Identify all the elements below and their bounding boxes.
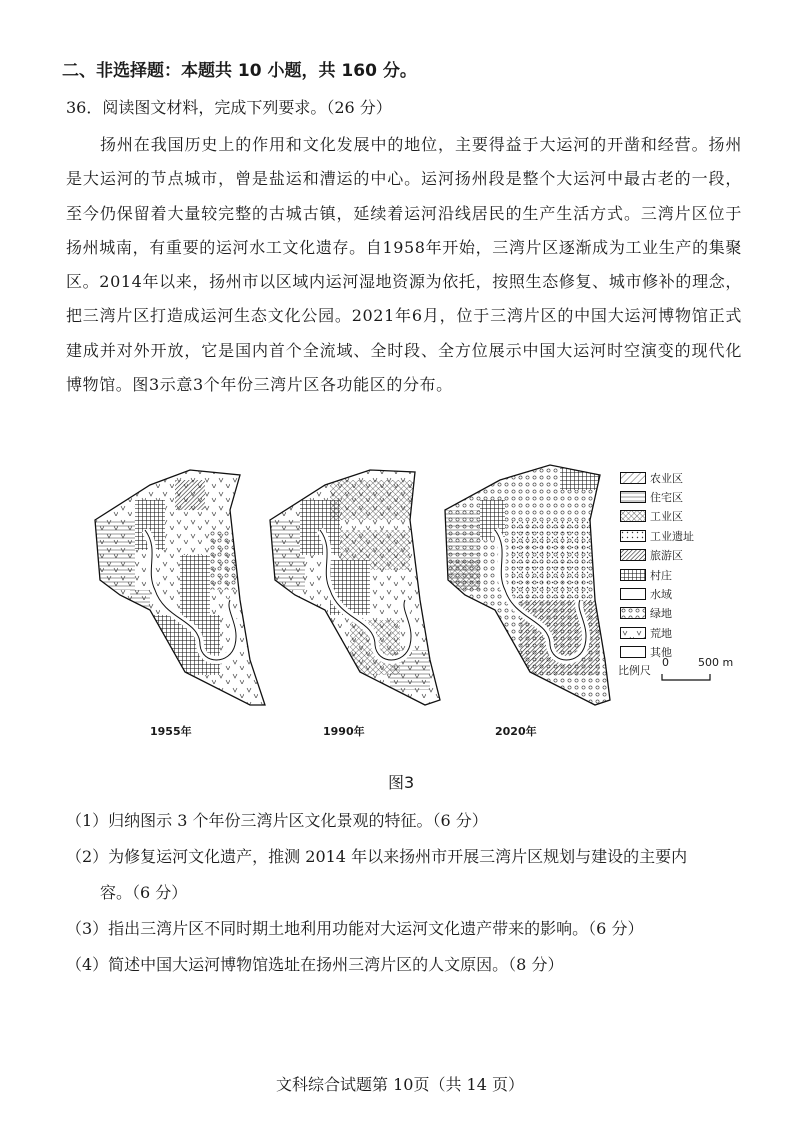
legend-item — [620, 584, 750, 603]
sub-question-4: （4）简述中国大运河博物馆选址在扬州三湾片区的人文原因。（8 分） — [66, 955, 564, 974]
map-2020 — [440, 460, 620, 720]
legend-item — [620, 487, 750, 506]
figure-caption: 图3 — [388, 773, 415, 792]
legend-label: 村庄 — [650, 568, 672, 582]
legend-label: 住宅区 — [650, 491, 683, 505]
legend-label: 农业区 — [650, 471, 683, 485]
sub-question-1: （1）归纳图示 3 个年份三湾片区文化景观的特征。（6 分） — [66, 811, 488, 830]
legend-item — [620, 468, 750, 487]
map-1955 — [90, 460, 270, 720]
legend-label: 绿地 — [650, 607, 672, 621]
map-1990 — [265, 460, 445, 720]
legend-label: 工业遗址 — [650, 529, 694, 543]
section-title: 二、非选择题：本题共 10 小题，共 160 分。 — [62, 61, 417, 81]
scale-end: 500 m — [698, 656, 734, 669]
scale-line — [618, 656, 748, 686]
legend-label: 旅游区 — [650, 549, 683, 563]
legend-item — [620, 565, 750, 584]
page-footer: 文科综合试题第 10页（共 14 页） — [276, 1075, 524, 1094]
legend-label: 荒地 — [650, 626, 672, 640]
scale-bar — [618, 656, 748, 686]
legend-item — [620, 507, 750, 526]
question-heading: 36．阅读图文材料，完成下列要求。（26 分） — [66, 98, 392, 117]
legend-item — [620, 526, 750, 545]
year-label-1955: 1955年 — [150, 725, 192, 738]
question-list — [66, 803, 746, 983]
map-legend — [620, 468, 750, 662]
legend-item — [620, 546, 750, 565]
legend-label: 其他 — [650, 646, 672, 660]
legend-item — [620, 623, 750, 642]
passage-text: 扬州在我国历史上的作用和文化发展中的地位，主要得益于大运河的开凿和经营。扬州是大运河的节点城市，曾是盐运和漕运的中心。运河扬州段是整个大运河中最古老的一段，至今仍保留着大量较完整的古城古镇，延续着运河沿线居民的生产生活方式。三湾片区位于扬州城南，有重要的运河水工文化遗存。自1958年开始，三湾片区逐渐成为工业生产的集聚区。2014年以来，扬州市以区域内运河湿地资源为依托，按照生态修复、城市修补的理念，把三湾片区打造成运河生态文化公园。2021年6月，位于三湾片区的中国大运河博物馆正式建成并对外开放，它是国内首个全流域、全时段、全方位展示中国大运河时空演变的现代化博物馆。图3示意3个年份三湾片区各功能区的分布。 — [66, 135, 742, 395]
legend-label: 工业区 — [650, 510, 683, 524]
scale-label: 比例尺 — [618, 664, 651, 677]
year-label-2020: 2020年 — [495, 725, 537, 738]
year-label-1990: 1990年 — [323, 725, 365, 738]
sub-question-2: （2）为修复运河文化遗产，推测 2014 年以来扬州市开展三湾片区规划与建设的主要内 — [66, 847, 688, 866]
sub-question-2-cont: 容。（6 分） — [100, 883, 188, 902]
legend-label: 水域 — [650, 588, 672, 602]
scale-start: 0 — [662, 656, 669, 669]
legend-item — [620, 604, 750, 623]
sub-question-3: （3）指出三湾片区不同时期土地利用功能对大运河文化遗产带来的影响。（6 分） — [66, 919, 644, 938]
